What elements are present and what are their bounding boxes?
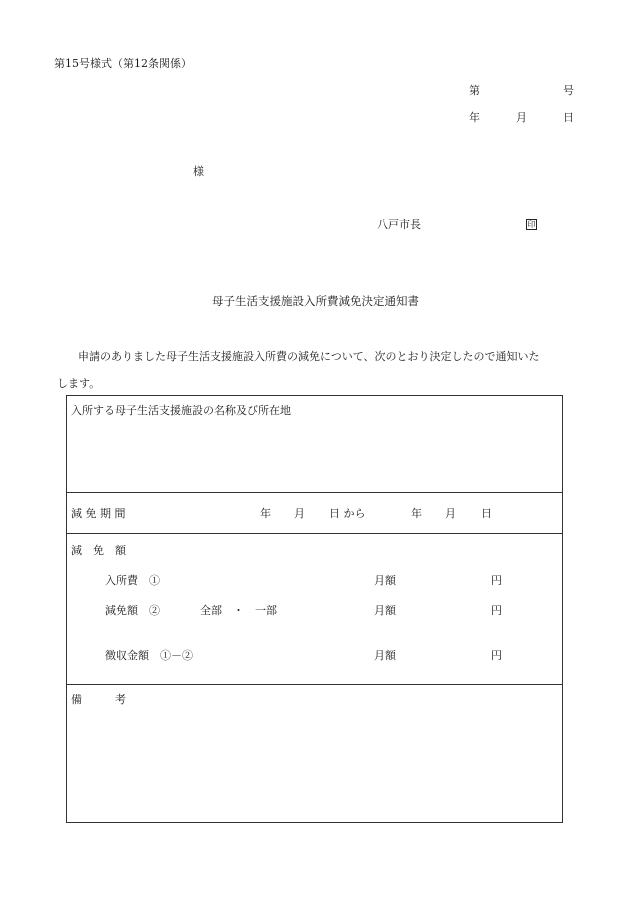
- row-monthly-label: 月額: [374, 574, 396, 587]
- sender-name: 八戸市長: [377, 218, 421, 231]
- row-yen-unit: 円: [491, 574, 502, 587]
- seal-mark: 印: [527, 220, 536, 229]
- period-start-day: 日 から: [329, 507, 366, 520]
- period-end-month: 月: [445, 507, 456, 520]
- recipient-honorific: 様: [193, 165, 204, 178]
- period-end-day: 日: [481, 507, 492, 520]
- period-label: 減 免 期 間: [71, 507, 126, 520]
- decision-table: [66, 395, 563, 823]
- row-label: 徴収金額 ①－②: [105, 649, 193, 662]
- body-text-line2: します。: [57, 377, 101, 390]
- row-monthly-label: 月額: [374, 604, 396, 617]
- official-seal: [526, 218, 537, 230]
- divider: [67, 684, 562, 685]
- divider: [67, 492, 562, 493]
- doc-number-suffix: 号: [563, 84, 574, 97]
- date-month: 月: [516, 111, 527, 124]
- row-label: 入所費 ①: [105, 574, 160, 587]
- row-yen-unit: 円: [491, 604, 502, 617]
- date-day: 日: [563, 111, 574, 124]
- form-number-label: 第15号様式（第12条関係）: [54, 57, 192, 70]
- divider: [67, 533, 562, 534]
- remarks-label: 備 考: [71, 693, 126, 706]
- row-monthly-label: 月額: [374, 649, 396, 662]
- body-text-line1: 申請のありました母子生活支援施設入所費の減免について、次のとおり決定したので通知いた: [78, 350, 540, 363]
- reduction-amount-label: 減 免 額: [71, 544, 126, 557]
- date-year: 年: [469, 111, 480, 124]
- doc-number-prefix: 第: [469, 84, 480, 97]
- full-or-partial-option: 全部 ・ 一部: [200, 604, 277, 617]
- document-title: 母子生活支援施設入所費減免決定通知書: [212, 294, 419, 308]
- period-end-year: 年: [411, 507, 422, 520]
- period-start-year: 年: [260, 507, 271, 520]
- row-yen-unit: 円: [491, 649, 502, 662]
- row-label: 減免額 ②: [105, 604, 160, 617]
- period-start-month: 月: [294, 507, 305, 520]
- facility-label: 入所する母子生活支援施設の名称及び所在地: [71, 404, 291, 417]
